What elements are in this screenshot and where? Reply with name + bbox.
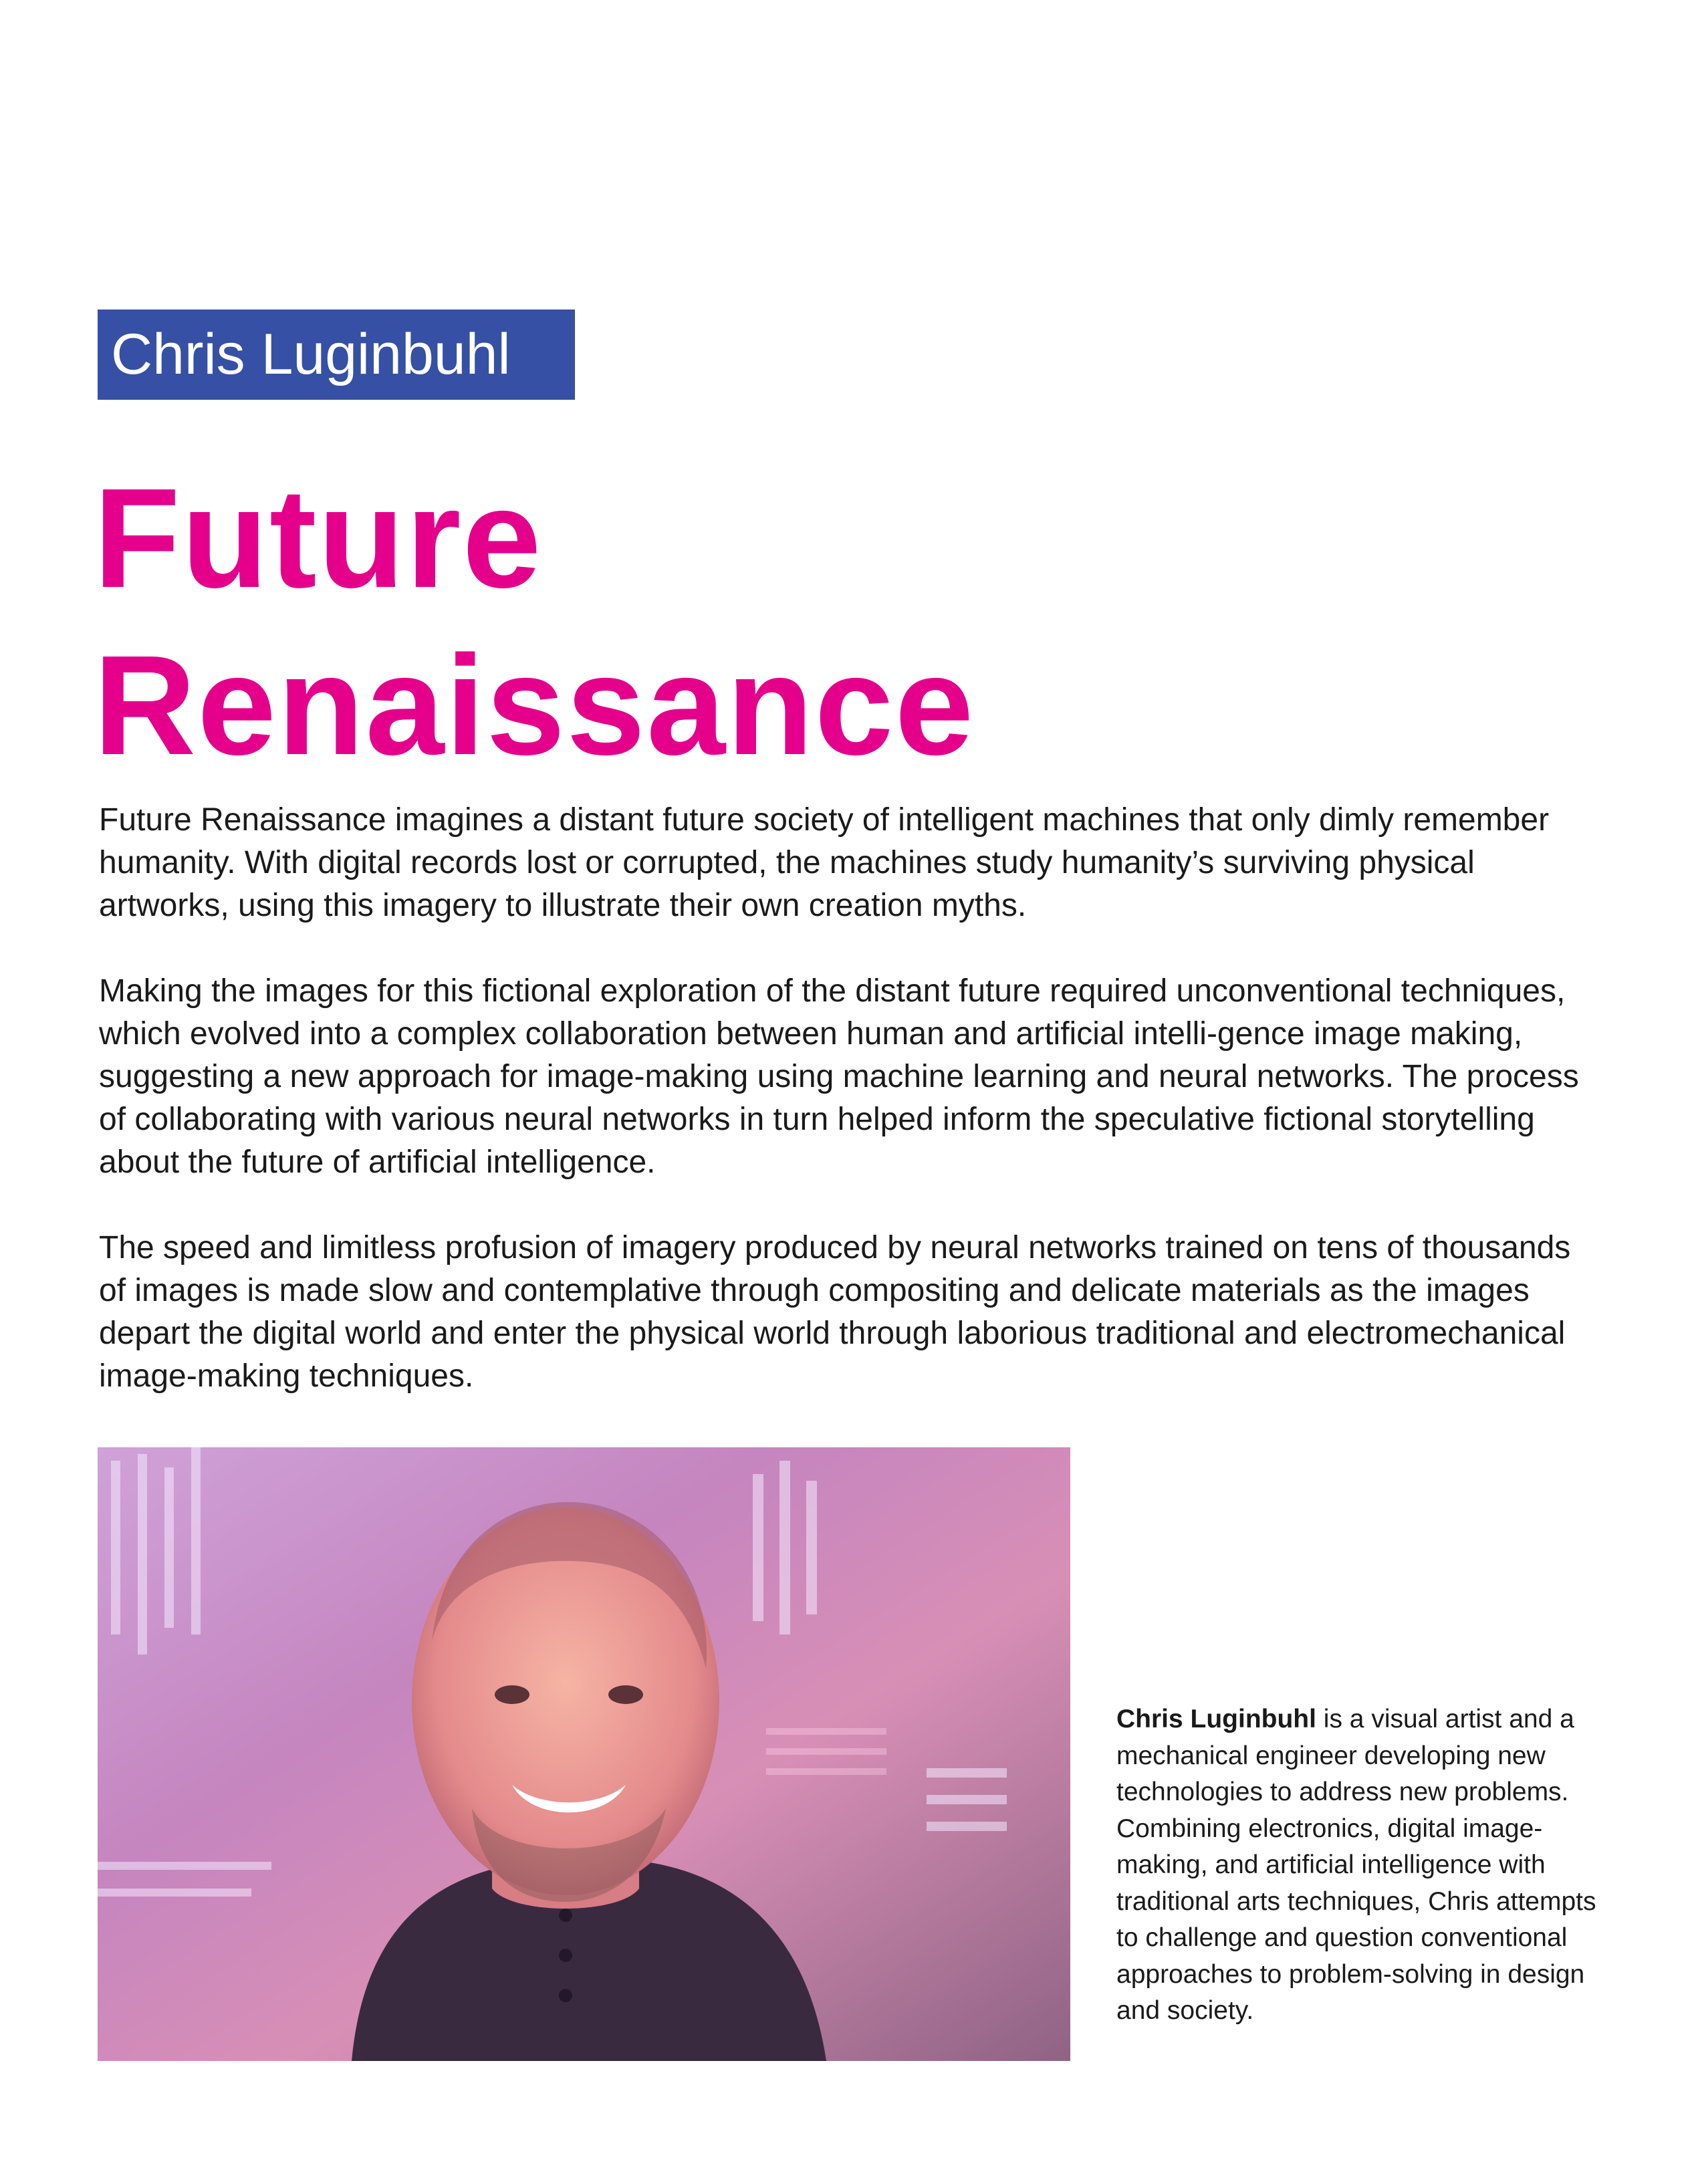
bio-text: is a visual artist and a mechanical engineer developing new technologies to address new problems. Combining electronics, digital image-making, and artificial intelligence with traditional arts techniques, Chris attempts to challenge and question conventional approaches to problem-solving in design and society.	[1116, 1705, 1596, 2025]
artist-bio	[1116, 1701, 1624, 2030]
author-name-tag: Chris Luginbuhl	[98, 310, 575, 400]
paragraph-2: Making the images for this fictional exploration of the distant future required unconventional techniques, which evolved into a complex collaboration between human and artificial intelli-gence image making, suggesting a new approach for image-making using machine learning and neural networks. The process of collaborating with various neural networks in turn helped inform the speculative fictional storytelling about the future of artificial intelligence.	[99, 973, 1579, 1180]
title-line-2: Renaissance	[94, 626, 975, 784]
portrait-illustration	[98, 1447, 1070, 2061]
body-text	[99, 799, 1596, 1441]
page-title	[94, 455, 975, 789]
paragraph-1: Future Renaissance imagines a distant future society of intelligent machines that only dimly remember humanity. With digital records lost or corrupted, the machines study humanity’s surviving physical artworks, using this imagery to illustrate their own creation myths.	[99, 802, 1550, 923]
artist-portrait-photo	[98, 1447, 1070, 2061]
paragraph-3: The speed and limitless profusion of imagery produced by neural networks trained on tens of thousands of images is made slow and contemplative through compositing and delicate materials as the images depart the digital world and enter the physical world through laborious traditional and electromechanical image-making techniques.	[99, 1230, 1571, 1394]
bio-name: Chris Luginbuhl	[1116, 1705, 1316, 1733]
title-line-1: Future	[94, 459, 543, 617]
